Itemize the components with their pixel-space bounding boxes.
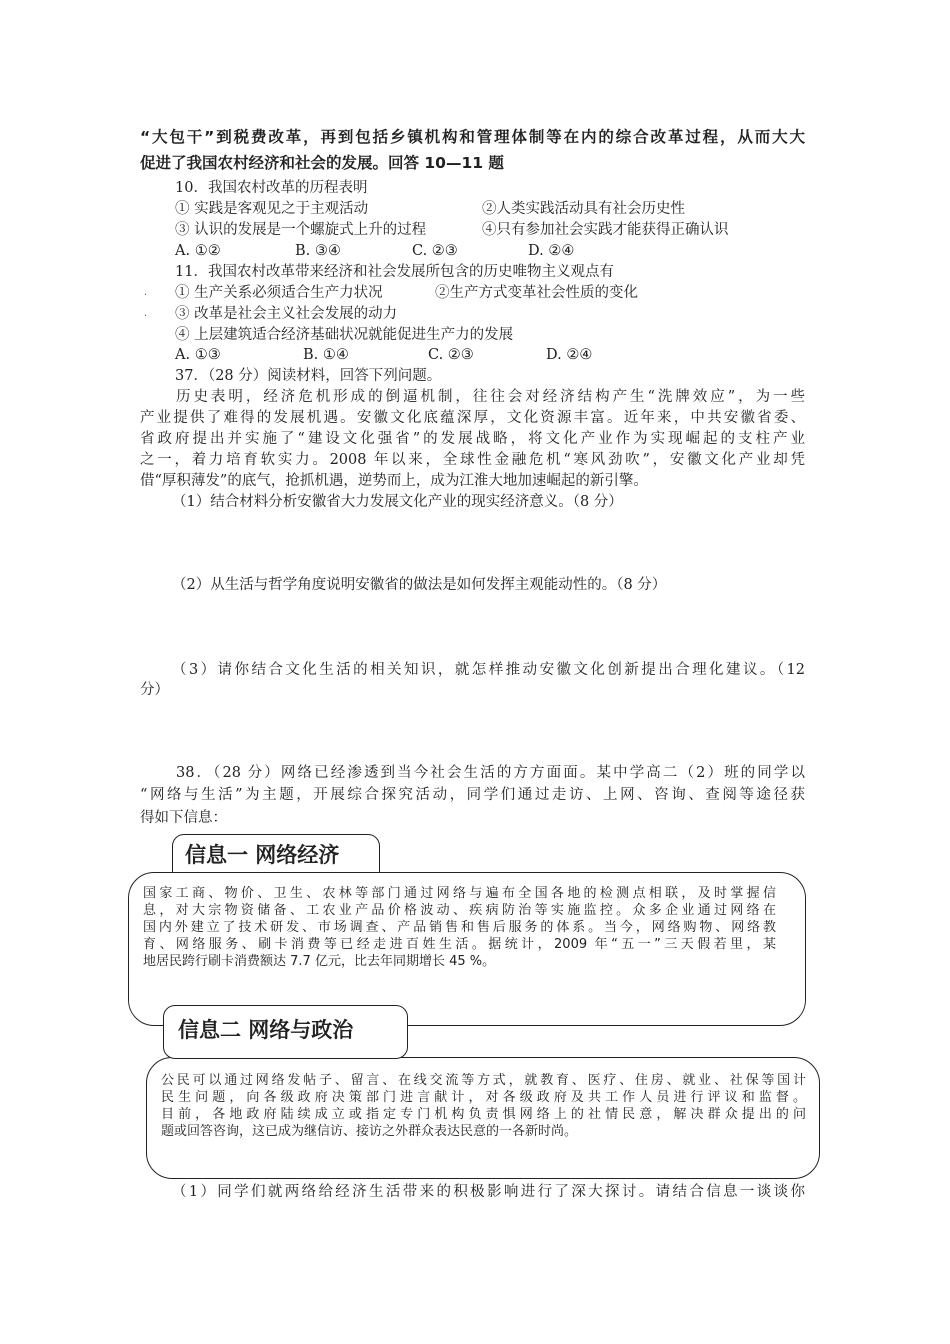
q10-option-b: B. ③④ (295, 243, 341, 259)
stray-mark: · (144, 290, 148, 301)
q11-statement-1: ① 生产关系必须适合生产力状况 (175, 285, 383, 301)
q11-stem: 11．我国农村改革带来经济和社会发展所包含的历史唯物主义观点有 (175, 264, 614, 280)
q37-material-line: 之一，着力培育软实力。2008 年以来，全球性金融危机“寒风劲吹”，安徽文化产业却凭 (140, 452, 805, 468)
info2-title: 信息二 网络与政治 (178, 1018, 354, 1042)
info1-line: 地居民跨行刷卡消费额达 7.7 亿元，比去年同期增长 45 %。 (143, 954, 496, 969)
q10-stem: 10．我国农村改革的历程表明 (175, 180, 368, 196)
q38-stem-line: 38．（28 分）网络已经渗透到当今社会生活的方方面面。某中学高二（2）班的同学以 (176, 765, 805, 781)
info1-line: 育、网络服务、刷卡消费等已经走进百姓生活。据统计，2009 年“五一”三天假若里，某 (143, 937, 776, 952)
info2-line: 目前，各地政府陆续成立或指定专门机构负责惧网络上的社情民意，解决群众提出的问 (161, 1107, 806, 1122)
q37-stem: 37．（28 分）阅读材料，回答下列问题。 (175, 368, 442, 384)
q10-statement-4: ④只有参加社会实践才能获得正确认识 (482, 222, 729, 238)
q37-material-line: 产业提供了难得的发展机遇。安徽文化底蕴深厚，文化资源丰富。近年来，中共安徽省委、 (140, 410, 805, 426)
q11-option-b: B. ①④ (303, 347, 349, 363)
q37-material-line: 历史表明，经济危机形成的倒逼机制，往往会对经济结构产生“洗牌效应”，为一些 (176, 389, 805, 405)
stray-mark: · (144, 311, 148, 322)
q37-material-line: 借“厚积薄发”的底气，抢抓机遇，逆势而上，成为江淮大地加速崛起的新引擎。 (140, 473, 648, 489)
info1-title: 信息一 网络经济 (185, 843, 340, 867)
info1-line: 国内外建立了技术研发、市场调查、产品销售和售后服务的体系。当今，网络购物、网络教 (143, 920, 776, 935)
q10-option-c: C. ②③ (412, 243, 458, 259)
q11-statement-2: ②生产方式变革社会性质的变化 (435, 285, 638, 301)
q10-option-a: A. ①② (175, 243, 221, 259)
info2-line: 民生问题，向各级政府决策部门进言献计，对各级政府及共工作人员进行评议和监督。 (161, 1090, 806, 1105)
q11-option-a: A. ①③ (175, 347, 221, 363)
q38-stem-line: 得如下信息： (140, 810, 227, 826)
q11-statement-3: ③ 改革是社会主义社会发展的动力 (175, 306, 398, 322)
q38-stem-line: “网络与生活”为主题，开展综合探究活动，同学们通过走访、上网、咨询、查阅等途径获 (140, 787, 805, 803)
q11-statement-4: ④ 上层建筑适合经济基础状况就能促进生产力的发展 (175, 327, 514, 343)
info2-title-tab (163, 1005, 408, 1059)
q37-part-2: （2）从生活与哲学角度说明安徽省的做法是如何发挥主观能动性的。（8 分） (172, 577, 667, 593)
intro-line: 促进了我国农村经济和社会的发展。回答 10—11 题 (140, 154, 504, 172)
q10-statement-2: ②人类实践活动具有社会历史性 (482, 201, 685, 217)
info1-line: 国家工商、物价、卫生、农林等部门通过网络与遍布全国各地的检测点相联，及时掌握信 (143, 886, 776, 901)
q11-option-c: C. ②③ (428, 347, 474, 363)
q37-part-1: （1）结合材料分析安徽省大力发展文化产业的现实经济意义。（8 分） (172, 494, 623, 510)
intro-line: “大包干”到税费改革，再到包括乡镇机构和管理体制等在内的综合改革过程，从而大大 (140, 128, 805, 146)
info1-box (128, 872, 806, 1026)
info2-line: 题或回答咨询，这已成为继信访、接访之外群众表达民意的一各新时尚。 (161, 1124, 578, 1139)
q10-statement-1: ① 实践是客观见之于主观活动 (175, 201, 369, 217)
q37-part-3: （3）请你结合文化生活的相关知识，就怎样推动安徽文化创新提出合理化建议。（12 (172, 662, 805, 678)
q37-material-line: 省政府提出并实施了“建设文化强省”的发展战略，将文化产业作为实现崛起的支柱产业 (140, 431, 805, 447)
q10-option-d: D. ②④ (528, 243, 575, 259)
q11-option-d: D. ②④ (546, 347, 593, 363)
info2-line: 公民可以通过网络发帖子、留言、在线交流等方式，就教育、医疗、住房、就业、社保等国计 (161, 1073, 806, 1088)
info1-line: 息，对大宗物资储备、工农业产品价格波动、疾病防治等实施监控。众多企业通过网络在 (143, 903, 776, 918)
info2-box (146, 1057, 820, 1179)
q38-part-1: （1）同学们就两络给经济生活带来的积极影响进行了深大探讨。请结合信息一谈谈你 (172, 1184, 805, 1200)
q37-part-3-cont: 分） (140, 682, 169, 698)
q10-statement-3: ③ 认识的发展是一个螺旋式上升的过程 (175, 222, 427, 238)
